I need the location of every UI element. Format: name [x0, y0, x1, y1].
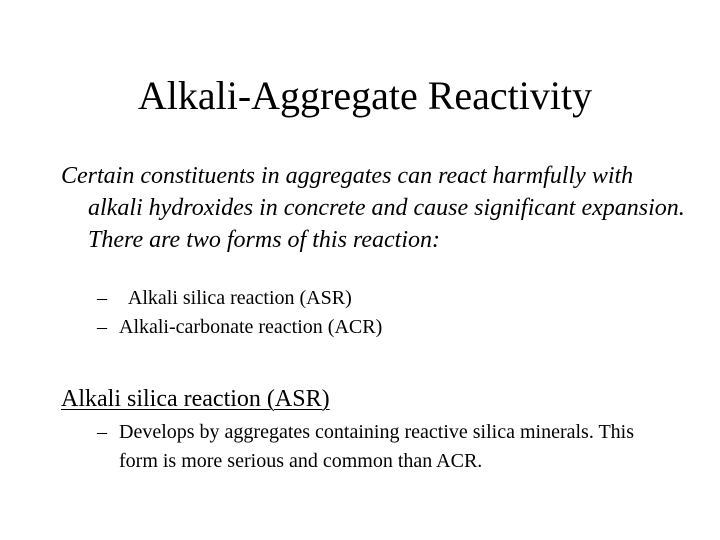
dash-bullet: –	[97, 287, 107, 309]
asr-points-list	[97, 418, 657, 476]
list-item	[97, 418, 657, 476]
asr-heading: Alkali silica reaction (ASR)	[61, 386, 330, 412]
slide-title: Alkali-Aggregate Reactivity	[137, 73, 593, 118]
list-item	[97, 284, 657, 313]
list-item-text: Alkali silica reaction (ASR)	[119, 287, 352, 309]
list-item-text: Develops by aggregates containing reactive silica minerals. This form is more serious and common than ACR.	[119, 421, 635, 472]
reaction-forms-list	[97, 284, 657, 342]
list-item-text: Alkali-carbonate reaction (ACR)	[119, 316, 383, 338]
dash-bullet: –	[97, 316, 107, 338]
intro-paragraph: Certain constituents in aggregates can react harmfully with alkali hydroxides in concrete and cause significant expansion. There are two forms of this reaction:	[61, 163, 685, 253]
dash-bullet: –	[97, 421, 107, 443]
list-item	[97, 313, 657, 342]
